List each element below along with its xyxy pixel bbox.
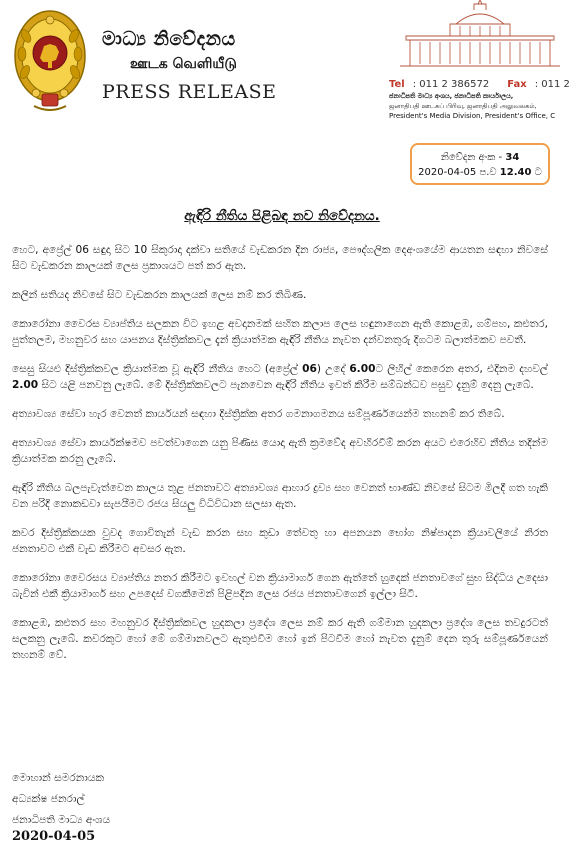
signatory-division: ජනාධිපති මාධ්‍ය අංශය xyxy=(12,814,111,826)
sri-lanka-emblem-icon xyxy=(12,6,88,116)
headline-text: ඇඳිරි නීතිය පිළිබඳ නව නිවේදනය. xyxy=(184,208,380,224)
paragraph: ඇඳිරි නීතිය බලපැවැත්වෙන කාලය තුළ ජනතාවට අත්‍යාවශ්‍ය ආහාර ද්‍රව්‍ය සහ වෙනත් භාණ්ඩ නිවසේ සිටම මිලදී ගත හැකි වන පරිදි නොකඩවා සැපයීමට රජය සියලු විධිවිධාන සලසා ඇත. xyxy=(12,482,548,510)
paragraph-text: ) උදේ xyxy=(316,363,346,375)
release-datetime xyxy=(412,165,548,180)
title-sinhala: මාධ්‍ය නිවේදනය xyxy=(102,28,236,50)
header-titles xyxy=(102,26,282,106)
fax-value: : 011 2 xyxy=(534,79,570,90)
title-tamil: ஊடக வெளியீடு xyxy=(130,56,237,72)
signature-block xyxy=(12,768,110,831)
headline xyxy=(0,208,564,224)
contact-address-sinhala: ජනාධිපති මාධ්‍ය අංශය, ජනාධිපති කාර්යාලය, xyxy=(389,92,514,100)
presidential-secretariat-building-icon xyxy=(390,0,564,70)
contact-phone-fax xyxy=(389,78,569,92)
paragraph: කලින් සතියද නිවසේ සිට වැඩකරන කාලයක් ලෙස නම් කර තිබිණ. xyxy=(12,289,307,301)
paragraph-text: ට ලිහිල් කෙරෙන අතර, එදිනම දහවල් xyxy=(375,363,548,375)
signatory-designation: අධ්‍යක්ෂ ජනරාල් xyxy=(12,793,85,805)
paragraph: කවර දිස්ත්‍රික්කයක වුවද ගොවිතැන් වැඩ කරන සහ කුඩා තේවතු හා අපනයන භෝග නිෂ්පාදන ක්‍රියාවලියේ නිරත ජනතාවට එකී වැඩ කිරීමට අවසර ඇත. xyxy=(12,527,548,555)
paragraph xyxy=(12,361,548,393)
paragraph: කොරෝනා වෛරසය ව්‍යාප්තිය නතර කිරීමට ඉවහල් වන ක්‍රියාමාර්ග ගෙන ඇත්තේ හුදෙක් ජනතාවගේ සුභ සිද්ධිය උදෙසා බැවින් එකී ක්‍රියාමාර්ග සහ උපදෙස් වගකීමෙන් පිළිපදින ලෙස රජය ජනතාවගෙන් ඉල්ලා සිටී. xyxy=(12,572,548,600)
release-number-label: නිවේදන අංක - xyxy=(440,152,503,163)
release-number xyxy=(412,150,548,165)
paragraph: අත්‍යාවශ්‍ය සේවා කාර්යක්ෂමව පවත්වාගෙන යනු පිණිස යොදා ඇති ක්‍රමවේද අවහිරවීම් කරන අයට එරෙහිව නීතිය තදින්ම ක්‍රියාත්මක කරනු ලැබේ. xyxy=(12,437,548,465)
signature-date: 2020-04-05 xyxy=(12,829,96,844)
paragraph: කොරෝනා වෛරස ව්‍යාප්තිය සලකන විට ඉහළ අවදානමක් සහිත කලාප ලෙස හඳුනාගෙන ඇති කොළඹ, ගම්පහ, කළුතර, පුත්තලම, මහනුවර සහ යාපනය දිස්ත්‍රික්කවල දැන් ක්‍රියාත්මක ඇඳිරි නීතිය නැවත දන්වනතුරු දිගටම බලාත්මකව පවතී. xyxy=(12,318,548,346)
paragraph-time-value: 6.00 xyxy=(349,363,376,375)
tel-value: : 011 2 386572 xyxy=(412,79,490,90)
paragraph: කොළඹ, කළුතර සහ මහනුවර දිස්ත්‍රික්කවල හුදකලා ප්‍රදේශ ලෙස නම් කර ඇති ගම්මාන හුදකලා ප්‍රදේශ ලෙස තවදුරටත් සලකනු ලැබේ. කවරකුට හෝ මේ ගම්මානවලට ඇතුළුවීම හෝ ඉන් පිටවීම හෝ නැවත දැනුම් දෙන තුරු සම්පූර්ණයෙන් තහනම් වේ. xyxy=(12,617,548,661)
paragraph-text: සෙසු සියළු දිස්ත්‍රික්කවල ක්‍රියාත්මක වූ ඇඳිරි නීතිය හෙට (අප්‍රේල් xyxy=(12,363,298,375)
release-time-suffix: ට xyxy=(534,167,542,178)
release-time-value: 12.40 xyxy=(499,167,532,178)
signatory-name: මොහාන් සමරනායක xyxy=(12,772,105,784)
release-date: 2020-04-05 xyxy=(418,167,477,178)
paragraph: හෙට, අප්‍රේල් 06 සඳුදා සිට 10 සිකුරාදා දක්වා සතියේ වැඩකරන දින රාජ්‍ය, පෞද්ගලික දෙඅංශයේම ආයතන සඳහා නිවසේ සිට වැඩකරන කාලයක් ලෙස ප්‍රකාශයට පත් කර ඇත. xyxy=(12,244,548,272)
fax-label: Fax xyxy=(507,79,527,90)
paragraph-time-value: 2.00 xyxy=(12,379,39,391)
paragraph-text: සිට යළි පනවනු ලැබේ. මේ දිස්ත්‍රික්කවලට පැනවෙන ඇඳිරි නීතිය ඉවත් කිරීම සම්බන්ධව පසුව දැනුම් දෙනු ලැබේ. xyxy=(41,379,534,391)
release-time-label: ප.ව xyxy=(479,167,497,178)
tel-label: Tel xyxy=(389,79,405,90)
release-body xyxy=(12,242,548,676)
release-number-value: 34 xyxy=(505,152,520,163)
contact-address-tamil: ஜனாதிபதி ஊடகப் பிரிவு, ஜனாதிபதி அலுவலகம், xyxy=(389,101,537,110)
release-reference-box xyxy=(410,143,550,185)
contact-info xyxy=(389,78,569,121)
paragraph: අත්‍යාවශ්‍ය සේවා හැර වෙනත් කාර්යයන් සඳහා දිස්ත්‍රික්ක අතර ගමනාගමනය සම්පූර්ණයෙන්ම තහනම් කර තිබේ. xyxy=(12,408,505,420)
contact-address-english: President's Media Division, President's Office, C xyxy=(389,112,556,120)
paragraph-date-value: 06 xyxy=(302,363,317,375)
title-english: PRESS RELEASE xyxy=(102,81,277,103)
